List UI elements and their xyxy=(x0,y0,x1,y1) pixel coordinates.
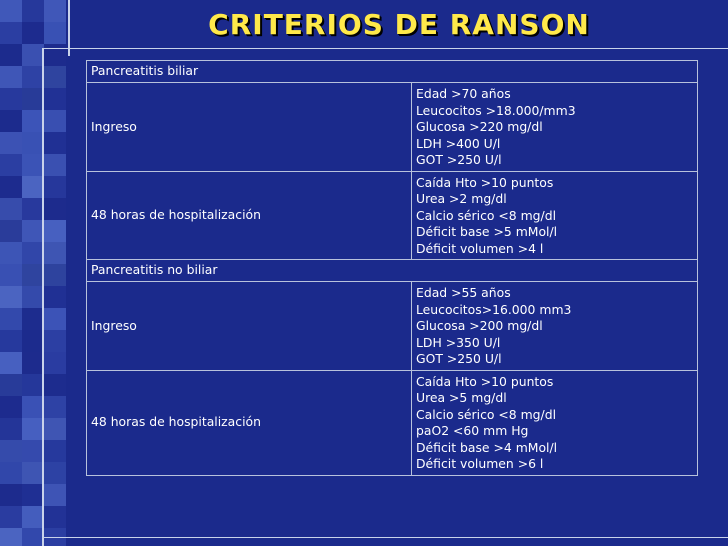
criterion: Calcio sérico <8 mg/dl xyxy=(416,207,557,223)
mosaic-tile xyxy=(44,506,66,528)
mosaic-tile xyxy=(44,264,66,286)
mosaic-tile xyxy=(22,0,44,22)
mosaic-tile xyxy=(0,374,22,396)
mosaic-tile xyxy=(0,440,22,462)
group-heading-row xyxy=(87,61,698,83)
mosaic-tile xyxy=(0,0,22,22)
mosaic-tile xyxy=(44,0,66,22)
mosaic-tile xyxy=(0,484,22,506)
mosaic-tile xyxy=(22,264,44,286)
mosaic-tile xyxy=(44,88,66,110)
table-row xyxy=(87,370,698,475)
mosaic-tile xyxy=(0,396,22,418)
criterion: Déficit base >5 mMol/l xyxy=(416,224,558,239)
mosaic-tile xyxy=(0,308,22,330)
mosaic-tile xyxy=(22,66,44,88)
mosaic-tile xyxy=(22,396,44,418)
criterion: Urea >5 mg/dl xyxy=(416,390,507,405)
decorative-horizontal-line xyxy=(42,48,728,49)
mosaic-tile xyxy=(0,88,22,110)
mosaic-tile xyxy=(22,176,44,198)
mosaic-tile xyxy=(22,528,44,546)
mosaic-tile xyxy=(22,242,44,264)
mosaic-tile xyxy=(0,22,22,44)
criteria-cell xyxy=(412,282,698,371)
criteria-cell xyxy=(412,370,698,475)
criterion: Déficit volumen >4 l xyxy=(416,240,544,256)
mosaic-tile xyxy=(0,66,22,88)
mosaic-tile xyxy=(44,418,66,440)
mosaic-tile xyxy=(22,132,44,154)
criterion: Edad >55 años xyxy=(416,285,511,300)
mosaic-tile xyxy=(22,198,44,220)
mosaic-tile xyxy=(0,132,22,154)
mosaic-tile xyxy=(44,132,66,154)
decorative-mosaic xyxy=(0,0,66,546)
criterion: GOT >250 U/l xyxy=(416,152,502,167)
mosaic-tile xyxy=(22,154,44,176)
mosaic-tile xyxy=(44,440,66,462)
criterion: Déficit base >4 mMol/l xyxy=(416,439,558,455)
mosaic-tile xyxy=(22,462,44,484)
criterion: Déficit volumen >6 l xyxy=(416,456,544,471)
criterion: paO2 <60 mm Hg xyxy=(416,423,529,438)
criterion: Leucocitos >18.000/mm3 xyxy=(416,102,576,118)
mosaic-tile xyxy=(22,440,44,462)
mosaic-tile xyxy=(0,330,22,352)
mosaic-tile xyxy=(0,506,22,528)
criterion: Glucosa >220 mg/dl xyxy=(416,119,543,134)
mosaic-tile xyxy=(22,44,44,66)
mosaic-tile xyxy=(0,352,22,374)
mosaic-tile xyxy=(0,220,22,242)
mosaic-tile xyxy=(44,286,66,308)
criterion: Caída Hto >10 puntos xyxy=(416,373,554,389)
mosaic-tile xyxy=(44,462,66,484)
group-heading: Pancreatitis no biliar xyxy=(87,260,698,282)
mosaic-tile xyxy=(0,110,22,132)
mosaic-tile xyxy=(44,110,66,132)
row-label: 48 horas de hospitalización xyxy=(87,370,412,475)
decorative-vertical-line xyxy=(42,48,44,546)
decorative-horizontal-line xyxy=(42,537,728,538)
criterion: Leucocitos>16.000 mm3 xyxy=(416,301,572,317)
row-label: Ingreso xyxy=(87,282,412,371)
group-heading-row xyxy=(87,260,698,282)
mosaic-tile xyxy=(44,484,66,506)
criteria-cell xyxy=(412,171,698,260)
mosaic-tile xyxy=(22,330,44,352)
mosaic-tile xyxy=(44,374,66,396)
mosaic-tile xyxy=(44,330,66,352)
mosaic-tile xyxy=(0,198,22,220)
mosaic-tile xyxy=(0,154,22,176)
mosaic-tile xyxy=(0,44,22,66)
mosaic-tile xyxy=(44,176,66,198)
criterion: Edad >70 años xyxy=(416,86,511,101)
table-row xyxy=(87,171,698,260)
mosaic-tile xyxy=(44,66,66,88)
criteria-cell xyxy=(412,83,698,172)
criterion: Calcio sérico <8 mg/dl xyxy=(416,406,557,422)
mosaic-tile xyxy=(44,198,66,220)
criterion: Urea >2 mg/dl xyxy=(416,191,507,206)
mosaic-tile xyxy=(0,528,22,546)
mosaic-tile xyxy=(22,22,44,44)
mosaic-tile xyxy=(22,88,44,110)
mosaic-tile xyxy=(22,484,44,506)
ranson-criteria-table xyxy=(86,60,698,476)
mosaic-tile xyxy=(22,220,44,242)
mosaic-tile xyxy=(44,308,66,330)
mosaic-tile xyxy=(22,110,44,132)
table-row xyxy=(87,282,698,371)
mosaic-tile xyxy=(44,242,66,264)
row-label: Ingreso xyxy=(87,83,412,172)
mosaic-tile xyxy=(44,154,66,176)
mosaic-tile xyxy=(22,352,44,374)
mosaic-tile xyxy=(44,22,66,44)
criterion: Glucosa >200 mg/dl xyxy=(416,318,543,333)
mosaic-tile xyxy=(0,286,22,308)
mosaic-tile xyxy=(44,396,66,418)
criterion: Caída Hto >10 puntos xyxy=(416,174,554,190)
group-heading: Pancreatitis biliar xyxy=(87,61,698,83)
mosaic-tile xyxy=(22,308,44,330)
mosaic-tile xyxy=(22,374,44,396)
slide-title: CRITERIOS DE RANSON xyxy=(208,8,590,41)
table-row xyxy=(87,83,698,172)
mosaic-tile xyxy=(22,506,44,528)
mosaic-tile xyxy=(0,176,22,198)
mosaic-tile xyxy=(0,418,22,440)
criterion: LDH >400 U/l xyxy=(416,135,501,151)
mosaic-tile xyxy=(0,462,22,484)
mosaic-tile xyxy=(44,220,66,242)
criterion: GOT >250 U/l xyxy=(416,351,502,366)
mosaic-tile xyxy=(0,264,22,286)
criterion: LDH >350 U/l xyxy=(416,334,501,350)
mosaic-tile xyxy=(22,418,44,440)
mosaic-tile xyxy=(22,286,44,308)
mosaic-tile xyxy=(44,352,66,374)
mosaic-tile xyxy=(0,242,22,264)
row-label: 48 horas de hospitalización xyxy=(87,171,412,260)
